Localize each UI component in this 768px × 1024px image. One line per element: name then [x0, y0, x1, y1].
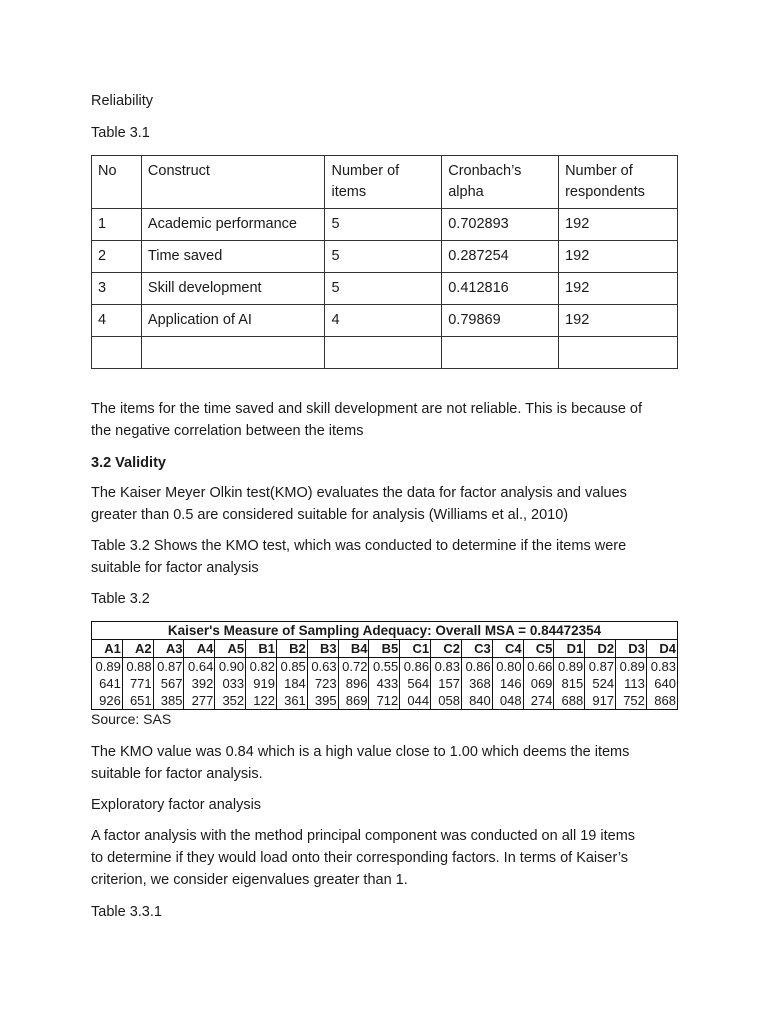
- reliability-table-cell: 192: [559, 241, 678, 273]
- header-text-line: items: [331, 184, 367, 200]
- kmo-value-cell: 640: [646, 675, 677, 692]
- kmo-value-cell: 771: [122, 675, 153, 692]
- kmo-value-cell: 0.89: [616, 658, 647, 676]
- reliability-table-cell: 5: [325, 273, 442, 305]
- kmo-value-cell: 868: [646, 692, 677, 710]
- efa-heading: Exploratory factor analysis: [91, 797, 262, 813]
- header-text-line: No: [98, 163, 117, 179]
- reliability-table-cell: Application of AI: [141, 305, 325, 337]
- kmo-value-cell: 712: [369, 692, 400, 710]
- reliability-table-row: [92, 241, 678, 273]
- header-text-line: Construct: [147, 163, 210, 179]
- kmo-value-cell: 0.87: [585, 658, 616, 676]
- kmo-value-cell: 641: [92, 675, 123, 692]
- kmo-item-header: A2: [122, 640, 153, 658]
- reliability-table-cell: [442, 337, 559, 369]
- kmo-value-cell: 146: [492, 675, 523, 692]
- kmo-value-cell: 0.89: [92, 658, 123, 676]
- reliability-table-row: [92, 273, 678, 305]
- kmo-value-cell: 0.72: [338, 658, 369, 676]
- kmo-value-cell: 840: [461, 692, 492, 710]
- kmo-value-cell: 917: [585, 692, 616, 710]
- kmo-value-cell: 0.88: [122, 658, 153, 676]
- kmo-value-cell: 0.82: [246, 658, 277, 676]
- reliability-table-cell: 0.287254: [442, 241, 559, 273]
- kmo-value-cell: 0.85: [276, 658, 307, 676]
- reliability-table-cell: 0.79869: [442, 305, 559, 337]
- kmo-value-cell: 651: [122, 692, 153, 710]
- reliability-note-line-1: The items for the time saved and skill development are not reliable. This is because of: [91, 401, 643, 417]
- kmo-value-cell: 0.66: [523, 658, 554, 676]
- kmo-value-cell: 0.86: [400, 658, 431, 676]
- header-text-line: Cronbach’s: [448, 163, 522, 179]
- reliability-table-row: [92, 337, 678, 369]
- kmo-value-cell: 0.63: [307, 658, 338, 676]
- reliability-table-cell: 192: [559, 209, 678, 241]
- kmo-table: [91, 621, 678, 710]
- kmo-value-cell: 0.86: [461, 658, 492, 676]
- kmo-item-header: C4: [492, 640, 523, 658]
- kmo-value-cell: 0.89: [554, 658, 585, 676]
- reliability-table-row: [92, 305, 678, 337]
- kmo-value-cell: 567: [153, 675, 184, 692]
- efa-para-line-1: A factor analysis with the method principal component was conducted on all 19 items: [91, 828, 636, 844]
- reliability-table-cell: 5: [325, 209, 442, 241]
- kmo-value-cell: 896: [338, 675, 369, 692]
- kmo-value-cell: 0.90: [215, 658, 246, 676]
- kmo-value-cell: 815: [554, 675, 585, 692]
- reliability-table-cell: 0.702893: [442, 209, 559, 241]
- kmo-value-cell: 048: [492, 692, 523, 710]
- efa-para-line-2: to determine if they would load onto their corresponding factors. In terms of Kaiser’s: [91, 850, 629, 866]
- kmo-value-cell: 184: [276, 675, 307, 692]
- kmo-value-line-2: suitable for factor analysis.: [91, 766, 263, 782]
- table-3-3-1-label: Table 3.3.1: [91, 904, 162, 920]
- reliability-table-cell: [559, 337, 678, 369]
- reliability-table-cell: Time saved: [141, 241, 325, 273]
- kmo-value-cell: 069: [523, 675, 554, 692]
- kmo-table-title: Kaiser's Measure of Sampling Adequacy: Overall MSA = 0.84472354: [92, 622, 678, 640]
- kmo-item-header: A1: [92, 640, 123, 658]
- reliability-table-cell: 4: [92, 305, 142, 337]
- kmo-item-header: C5: [523, 640, 554, 658]
- header-text-line: respondents: [565, 184, 645, 200]
- table-3-1-label: Table 3.1: [91, 125, 150, 141]
- reliability-table-cell: 1: [92, 209, 142, 241]
- kmo-value-cell: 033: [215, 675, 246, 692]
- reliability-note-line-2: the negative correlation between the items: [91, 423, 364, 439]
- efa-para-line-3: criterion, we consider eigenvalues greater than 1.: [91, 872, 408, 888]
- kmo-value-cell: 0.55: [369, 658, 400, 676]
- header-text-line: alpha: [448, 184, 484, 200]
- kmo-item-header: C3: [461, 640, 492, 658]
- kmo-value-cell: 524: [585, 675, 616, 692]
- reliability-table-row: [92, 209, 678, 241]
- reliability-table: [91, 155, 678, 369]
- kmo-item-header: B3: [307, 640, 338, 658]
- kmo-value-cell: 157: [431, 675, 462, 692]
- reliability-table-cell: Skill development: [141, 273, 325, 305]
- kmo-value-cell: 564: [400, 675, 431, 692]
- header-text-line: Number of: [565, 163, 633, 179]
- reliability-heading: Reliability: [91, 93, 154, 109]
- kmo-item-header: D2: [585, 640, 616, 658]
- kmo-value-cell: 113: [616, 675, 647, 692]
- kmo-item-header: B1: [246, 640, 277, 658]
- kmo-value-cell: 058: [431, 692, 462, 710]
- table-3-2-intro-line-1: Table 3.2 Shows the KMO test, which was conducted to determine if the items were: [91, 538, 627, 554]
- reliability-table-cell: 192: [559, 273, 678, 305]
- reliability-table-cell: [92, 337, 142, 369]
- kmo-value-cell: 274: [523, 692, 554, 710]
- kmo-header-row: [92, 640, 678, 658]
- kmo-value-cell: 919: [246, 675, 277, 692]
- kmo-value-cell: 122: [246, 692, 277, 710]
- kmo-value-cell: 433: [369, 675, 400, 692]
- kmo-value-cell: 368: [461, 675, 492, 692]
- kmo-value-line-1: The KMO value was 0.84 which is a high value close to 1.00 which deems the items: [91, 744, 630, 760]
- reliability-table-header-cell: [141, 156, 325, 209]
- kmo-value-cell: 0.64: [184, 658, 215, 676]
- kmo-item-header: A3: [153, 640, 184, 658]
- reliability-table-header-cell: [559, 156, 678, 209]
- table-3-2-intro-line-2: suitable for factor analysis: [91, 560, 259, 576]
- reliability-table-cell: 0.412816: [442, 273, 559, 305]
- kmo-value-cell: 723: [307, 675, 338, 692]
- kmo-value-cell: 044: [400, 692, 431, 710]
- reliability-table-header-cell: [442, 156, 559, 209]
- kmo-value-cell: 688: [554, 692, 585, 710]
- kmo-item-header: D1: [554, 640, 585, 658]
- kmo-item-header: D4: [646, 640, 677, 658]
- reliability-table-header-cell: [92, 156, 142, 209]
- kmo-item-header: A5: [215, 640, 246, 658]
- reliability-table-cell: 4: [325, 305, 442, 337]
- kmo-value-cell: 352: [215, 692, 246, 710]
- kmo-item-header: C2: [431, 640, 462, 658]
- reliability-table-cell: 3: [92, 273, 142, 305]
- kmo-value-cell: 869: [338, 692, 369, 710]
- reliability-table-header-row: [92, 156, 678, 209]
- kmo-value-cell: 926: [92, 692, 123, 710]
- kmo-value-row: [92, 692, 678, 710]
- kmo-value-row: [92, 658, 678, 676]
- kmo-value-cell: 0.83: [646, 658, 677, 676]
- kmo-value-cell: 752: [616, 692, 647, 710]
- kmo-item-header: C1: [400, 640, 431, 658]
- kmo-item-header: B4: [338, 640, 369, 658]
- kmo-intro-line-1: The Kaiser Meyer Olkin test(KMO) evaluates the data for factor analysis and values: [91, 485, 627, 501]
- kmo-item-header: B2: [276, 640, 307, 658]
- kmo-value-cell: 0.80: [492, 658, 523, 676]
- validity-heading: 3.2 Validity: [91, 455, 166, 471]
- reliability-table-cell: 5: [325, 241, 442, 273]
- reliability-table-cell: 2: [92, 241, 142, 273]
- header-text-line: Number of: [331, 163, 400, 179]
- kmo-item-header: B5: [369, 640, 400, 658]
- reliability-table-cell: 192: [559, 305, 678, 337]
- kmo-value-cell: 395: [307, 692, 338, 710]
- kmo-value-cell: 277: [184, 692, 215, 710]
- kmo-item-header: A4: [184, 640, 215, 658]
- kmo-value-cell: 0.83: [431, 658, 462, 676]
- kmo-source: Source: SAS: [91, 711, 172, 727]
- kmo-value-row: [92, 675, 678, 692]
- reliability-table-cell: Academic performance: [141, 209, 325, 241]
- kmo-value-cell: 392: [184, 675, 215, 692]
- reliability-table-header-cell: [325, 156, 442, 209]
- kmo-value-cell: 361: [276, 692, 307, 710]
- kmo-item-header: D3: [616, 640, 647, 658]
- reliability-table-cell: [141, 337, 325, 369]
- kmo-value-cell: 385: [153, 692, 184, 710]
- reliability-table-cell: [325, 337, 442, 369]
- table-3-2-label: Table 3.2: [91, 591, 150, 607]
- kmo-intro-line-2: greater than 0.5 are considered suitable for analysis (Williams et al., 2010): [91, 507, 569, 523]
- kmo-value-cell: 0.87: [153, 658, 184, 676]
